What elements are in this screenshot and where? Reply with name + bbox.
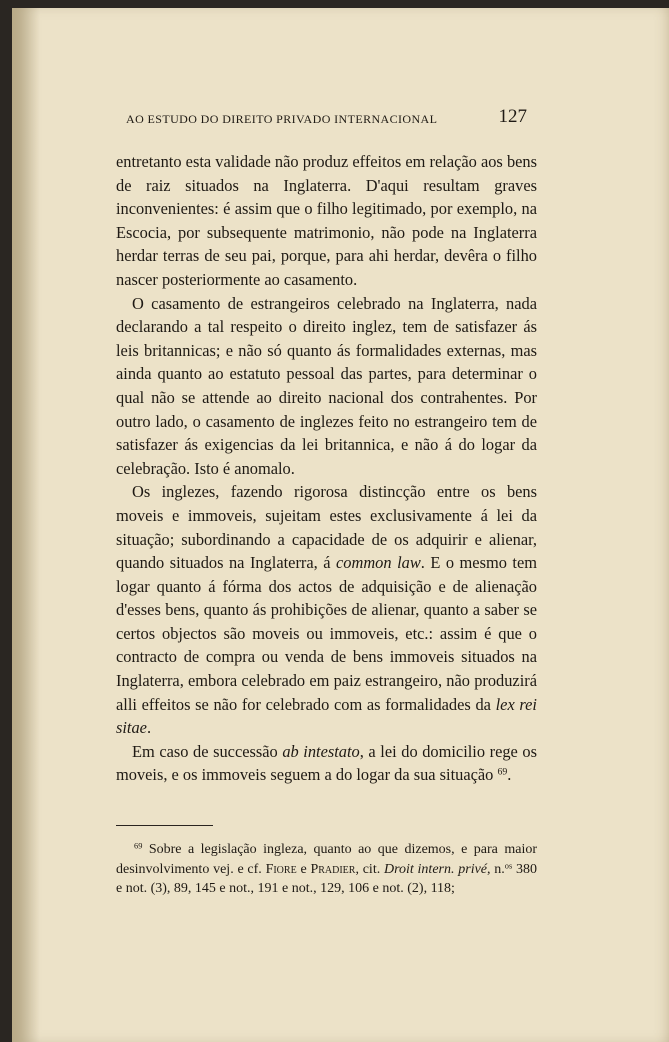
page-number: 127	[498, 106, 527, 127]
author-name: Pradier	[310, 861, 356, 877]
paragraph	[116, 150, 537, 292]
italic-text: common law	[336, 553, 421, 573]
paragraph	[116, 480, 537, 740]
text-run: O casamento de estrangeiros celebrado na Inglaterra, nada declarando a tal respeito o direito inglez, tem de satisfazer ás leis britannicas; e não só quanto ás formalidades externas, mas ainda quanto ao estatuto pessoal das partes, para determinar o qual não se attende ao direito nacional dos contrahentes. Por outro lado, o casamento de inglezes feito no estrangeiro tem de satisfazer ás exigencias da lei britannica, e não á do logar da celebração. Isto é anomalo.	[116, 293, 537, 478]
text-run: e	[296, 861, 311, 877]
superscript: os	[504, 860, 513, 870]
paragraph	[116, 292, 537, 481]
paragraph	[116, 740, 537, 787]
book-page	[12, 8, 669, 1042]
footnote	[116, 840, 537, 899]
text-run: .	[507, 765, 512, 785]
text-run: . E o mesmo tem logar quanto á fórma dos actos de adquisição e de alienação d'esses bens, quanto ás prohibições de alienar, quanto a saber se certos objectos são moveis ou immoveis, etc.: assim é que o contracto de compra ou venda de bens immoveis situados na Inglaterra, embora celebrado em paiz estrangeiro, não produzirá alli effeitos se não for celebrado com as formalidades da	[116, 553, 537, 714]
footnote-separator	[116, 825, 213, 826]
text-run: , cit.	[355, 861, 384, 877]
superscript: 69	[134, 841, 143, 851]
text-run: , a lei do domicilio rege os moveis, e os immoveis seguem a do logar da sua situação	[116, 741, 537, 785]
italic-text: Droit intern. privé	[383, 861, 488, 877]
text-run: entretanto esta validade não produz effeitos em relação aos bens de raiz situados na Inglaterra. D'aqui resultam graves inconvenientes: é assim que o filho legitimado, por exemplo, na Escocia, por subsequente matrimonio, não pode na Inglaterra herdar terras de seu pai, porque, para ahi herdar, devêra o filho nascer posteriormente ao casamento.	[116, 152, 537, 289]
superscript: 69	[497, 767, 508, 779]
running-head-title: AO ESTUDO DO DIREITO PRIVADO INTERNACIONAL	[126, 112, 438, 126]
text-run: .	[146, 718, 152, 738]
text-run: Em caso de successão	[132, 741, 283, 761]
text-run: Os inglezes, fazendo rigorosa distincção entre os bens moveis e immoveis, sujeitam estes exclusivamente á lei da situação; subordinando a capacidade de os adquirir e alienar, quando situados na Inglaterra, á	[116, 482, 537, 573]
text-run: 380 e not. (3), 89, 145 e not., 191 e not., 129, 106 e not. (2), 118;	[116, 861, 537, 896]
italic-text: lex rei sitae	[116, 694, 537, 738]
author-name: Fiore	[265, 861, 297, 877]
text-run: , n.	[487, 861, 505, 877]
italic-text: ab intestato	[282, 741, 360, 761]
page-gutter-shadow	[12, 8, 40, 1042]
running-head	[116, 106, 537, 130]
text-run: Sobre a legislação ingleza, quanto ao que dizemos, e para maior desinvolvimento vej. e cf.	[116, 842, 537, 877]
main-text	[116, 150, 537, 787]
